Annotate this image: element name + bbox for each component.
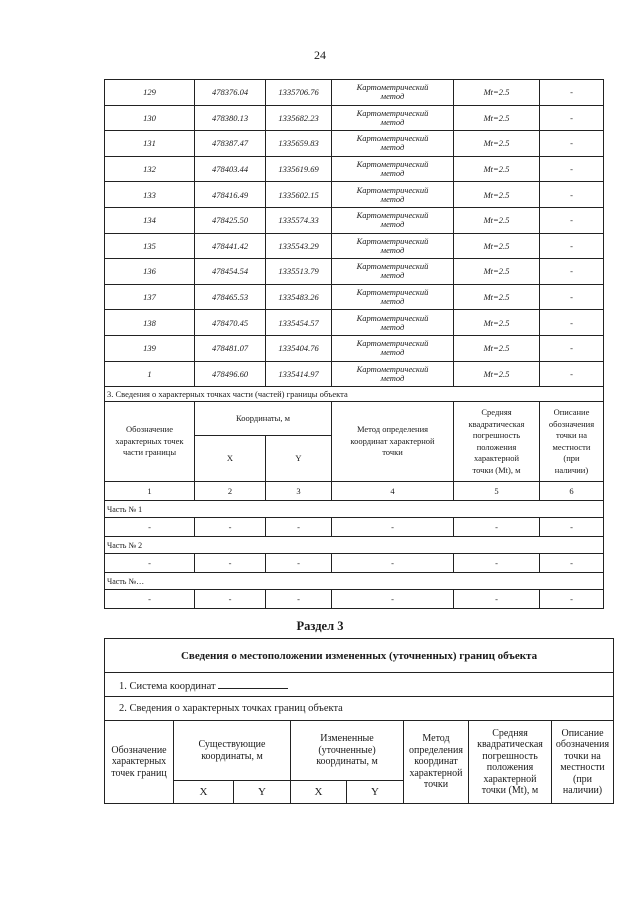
point-method-line: Картометрический bbox=[356, 363, 429, 374]
column-number: 6 bbox=[540, 482, 604, 501]
point-row bbox=[105, 233, 604, 259]
parts-section bbox=[105, 387, 604, 501]
header-x: X bbox=[195, 436, 266, 482]
header-existing-coords: Существующие координаты, м bbox=[174, 721, 291, 781]
column-number: 3 bbox=[266, 482, 332, 501]
point-id: 136 bbox=[105, 259, 195, 285]
boundary-points-label: 2. Сведения о характерных точках границ объекта bbox=[105, 697, 614, 721]
point-y: 1335483.26 bbox=[266, 284, 332, 310]
point-description: - bbox=[540, 182, 604, 208]
point-y: 1335619.69 bbox=[266, 156, 332, 182]
point-method-line: метод bbox=[380, 116, 405, 127]
point-method bbox=[332, 233, 454, 259]
point-accuracy: Mt=2.5 bbox=[454, 105, 540, 131]
point-row bbox=[105, 361, 604, 387]
point-description: - bbox=[540, 310, 604, 336]
point-method-line: метод bbox=[380, 270, 405, 281]
point-method-line: метод bbox=[380, 347, 405, 358]
parts-body bbox=[105, 501, 604, 609]
part-values-row bbox=[105, 590, 604, 609]
part-value: - bbox=[540, 518, 604, 537]
header-existing-x: X bbox=[174, 781, 234, 804]
part-label: Часть № 1 bbox=[105, 501, 604, 518]
point-method-line: метод bbox=[380, 372, 405, 383]
header-designation: Обозначение характерных точек части границы bbox=[105, 402, 195, 482]
point-id: 137 bbox=[105, 284, 195, 310]
point-method-line: Картометрический bbox=[356, 184, 429, 195]
point-method-line: Картометрический bbox=[356, 287, 429, 298]
point-method bbox=[332, 284, 454, 310]
point-x: 478496.60 bbox=[195, 361, 266, 387]
point-accuracy: Mt=2.5 bbox=[454, 259, 540, 285]
point-row bbox=[105, 310, 604, 336]
header-y: Y bbox=[266, 436, 332, 482]
point-y: 1335659.83 bbox=[266, 131, 332, 157]
point-method-line: Картометрический bbox=[356, 82, 429, 93]
point-y: 1335454.57 bbox=[266, 310, 332, 336]
part-value: - bbox=[454, 518, 540, 537]
point-row bbox=[105, 259, 604, 285]
part-value: - bbox=[332, 590, 454, 609]
point-y: 1335682.23 bbox=[266, 105, 332, 131]
point-y: 1335602.15 bbox=[266, 182, 332, 208]
part-value: - bbox=[540, 590, 604, 609]
header-designation: Обозначение характерных точек границ bbox=[105, 721, 174, 804]
part-label-row bbox=[105, 501, 604, 518]
point-id: 135 bbox=[105, 233, 195, 259]
point-accuracy: Mt=2.5 bbox=[454, 182, 540, 208]
column-numbers-row bbox=[105, 482, 604, 501]
point-method bbox=[332, 105, 454, 131]
part-label: Часть № 2 bbox=[105, 537, 604, 554]
column-number: 4 bbox=[332, 482, 454, 501]
point-y: 1335706.76 bbox=[266, 80, 332, 106]
point-row bbox=[105, 131, 604, 157]
coord-system-blank bbox=[218, 678, 288, 689]
point-method bbox=[332, 207, 454, 233]
point-x: 478465.53 bbox=[195, 284, 266, 310]
part-value: - bbox=[195, 554, 266, 573]
point-x: 478387.47 bbox=[195, 131, 266, 157]
point-y: 1335543.29 bbox=[266, 233, 332, 259]
point-x: 478403.44 bbox=[195, 156, 266, 182]
point-x: 478481.07 bbox=[195, 335, 266, 361]
part-value: - bbox=[454, 554, 540, 573]
column-number: 1 bbox=[105, 482, 195, 501]
point-description: - bbox=[540, 284, 604, 310]
point-method-line: Картометрический bbox=[356, 235, 429, 246]
part-value: - bbox=[540, 554, 604, 573]
header-accuracy: Средняя квадратическая погрешность положения характерной точки (Mt), м bbox=[469, 721, 552, 804]
point-method-line: метод bbox=[380, 168, 405, 179]
point-method-line: Картометрический bbox=[356, 312, 429, 323]
part-value: - bbox=[266, 554, 332, 573]
point-y: 1335513.79 bbox=[266, 259, 332, 285]
part-value: - bbox=[195, 518, 266, 537]
point-id: 131 bbox=[105, 131, 195, 157]
part-value: - bbox=[105, 590, 195, 609]
point-method-line: метод bbox=[380, 321, 405, 332]
point-accuracy: Mt=2.5 bbox=[454, 310, 540, 336]
points-table-body bbox=[105, 80, 604, 387]
point-method-line: метод bbox=[380, 142, 405, 153]
point-x: 478470.45 bbox=[195, 310, 266, 336]
point-id: 134 bbox=[105, 207, 195, 233]
section3-2-title-row bbox=[105, 639, 614, 673]
point-description: - bbox=[540, 156, 604, 182]
point-accuracy: Mt=2.5 bbox=[454, 361, 540, 387]
point-method-line: Картометрический bbox=[356, 210, 429, 221]
part-value: - bbox=[195, 590, 266, 609]
part-value: - bbox=[266, 518, 332, 537]
point-accuracy: Mt=2.5 bbox=[454, 335, 540, 361]
point-y: 1335404.76 bbox=[266, 335, 332, 361]
point-row bbox=[105, 182, 604, 208]
point-id: 138 bbox=[105, 310, 195, 336]
point-accuracy: Mt=2.5 bbox=[454, 284, 540, 310]
changed-header-row-1 bbox=[105, 721, 614, 781]
point-description: - bbox=[540, 233, 604, 259]
header-coordinates: Координаты, м bbox=[195, 402, 332, 436]
point-method-line: Картометрический bbox=[356, 107, 429, 118]
point-accuracy: Mt=2.5 bbox=[454, 131, 540, 157]
parts-header-row-1 bbox=[105, 402, 604, 436]
part-value: - bbox=[105, 518, 195, 537]
coord-system-cell bbox=[105, 673, 614, 697]
point-id: 133 bbox=[105, 182, 195, 208]
point-id: 129 bbox=[105, 80, 195, 106]
point-accuracy: Mt=2.5 bbox=[454, 80, 540, 106]
coord-system-label: 1. Система координат bbox=[119, 680, 216, 692]
part-values-row bbox=[105, 518, 604, 537]
point-x: 478380.13 bbox=[195, 105, 266, 131]
part-value: - bbox=[266, 590, 332, 609]
point-method bbox=[332, 156, 454, 182]
part-values-row bbox=[105, 554, 604, 573]
header-method: Метод определения координат характерной точки bbox=[404, 721, 469, 804]
point-method bbox=[332, 310, 454, 336]
section-heading: Раздел 3 bbox=[296, 619, 344, 633]
point-accuracy: Mt=2.5 bbox=[454, 207, 540, 233]
point-row bbox=[105, 105, 604, 131]
section3-2-title: Сведения о местоположении измененных (уточненных) границ объекта bbox=[105, 639, 614, 673]
point-method bbox=[332, 182, 454, 208]
point-x: 478376.04 bbox=[195, 80, 266, 106]
point-method bbox=[332, 80, 454, 106]
header-description: Описание обозначения точки на местности (при наличии) bbox=[552, 721, 614, 804]
characteristic-points-table bbox=[104, 79, 604, 609]
point-row bbox=[105, 156, 604, 182]
point-id: 132 bbox=[105, 156, 195, 182]
point-x: 478425.50 bbox=[195, 207, 266, 233]
point-method bbox=[332, 335, 454, 361]
header-accuracy: Средняя квадратическая погрешность положения характерной точки (Mt), м bbox=[454, 402, 540, 482]
part-label-row bbox=[105, 573, 604, 590]
point-description: - bbox=[540, 259, 604, 285]
boundary-points-row bbox=[105, 697, 614, 721]
point-method bbox=[332, 361, 454, 387]
point-row bbox=[105, 80, 604, 106]
point-method-line: метод bbox=[380, 219, 405, 230]
point-method-line: Картометрический bbox=[356, 133, 429, 144]
point-description: - bbox=[540, 131, 604, 157]
point-method bbox=[332, 131, 454, 157]
point-method-line: метод bbox=[380, 91, 405, 102]
point-row bbox=[105, 335, 604, 361]
point-id: 1 bbox=[105, 361, 195, 387]
point-method-line: Картометрический bbox=[356, 261, 429, 272]
header-changed-y: Y bbox=[347, 781, 404, 804]
header-description: Описание обозначения точки на местности (при наличии) bbox=[540, 402, 604, 482]
point-y: 1335414.97 bbox=[266, 361, 332, 387]
coord-system-row bbox=[105, 673, 614, 697]
header-method: Метод определения координат характерной точки bbox=[332, 402, 454, 482]
point-method-line: метод bbox=[380, 296, 405, 307]
point-description: - bbox=[540, 207, 604, 233]
part-value: - bbox=[454, 590, 540, 609]
changed-boundaries-table bbox=[104, 638, 614, 804]
point-row bbox=[105, 284, 604, 310]
point-row bbox=[105, 207, 604, 233]
part-value: - bbox=[332, 554, 454, 573]
point-accuracy: Mt=2.5 bbox=[454, 156, 540, 182]
header-changed-x: X bbox=[291, 781, 347, 804]
part-value: - bbox=[332, 518, 454, 537]
point-x: 478441.42 bbox=[195, 233, 266, 259]
part-label: Часть №… bbox=[105, 573, 604, 590]
part-value: - bbox=[105, 554, 195, 573]
page-number: 24 bbox=[314, 48, 326, 62]
point-description: - bbox=[540, 361, 604, 387]
point-method-line: метод bbox=[380, 193, 405, 204]
point-method bbox=[332, 259, 454, 285]
point-method-line: метод bbox=[380, 244, 405, 255]
point-method-line: Картометрический bbox=[356, 338, 429, 349]
section3-1-title: 3. Сведения о характерных точках части (частей) границы объекта bbox=[105, 387, 604, 402]
point-method-line: Картометрический bbox=[356, 159, 429, 170]
point-x: 478454.54 bbox=[195, 259, 266, 285]
column-number: 5 bbox=[454, 482, 540, 501]
point-id: 139 bbox=[105, 335, 195, 361]
point-x: 478416.49 bbox=[195, 182, 266, 208]
point-id: 130 bbox=[105, 105, 195, 131]
point-description: - bbox=[540, 335, 604, 361]
header-changed-coords: Измененные (уточненные) координаты, м bbox=[291, 721, 404, 781]
point-description: - bbox=[540, 80, 604, 106]
section3-1-title-row bbox=[105, 387, 604, 402]
point-y: 1335574.33 bbox=[266, 207, 332, 233]
point-accuracy: Mt=2.5 bbox=[454, 233, 540, 259]
header-existing-y: Y bbox=[234, 781, 291, 804]
column-number: 2 bbox=[195, 482, 266, 501]
part-label-row bbox=[105, 537, 604, 554]
point-description: - bbox=[540, 105, 604, 131]
